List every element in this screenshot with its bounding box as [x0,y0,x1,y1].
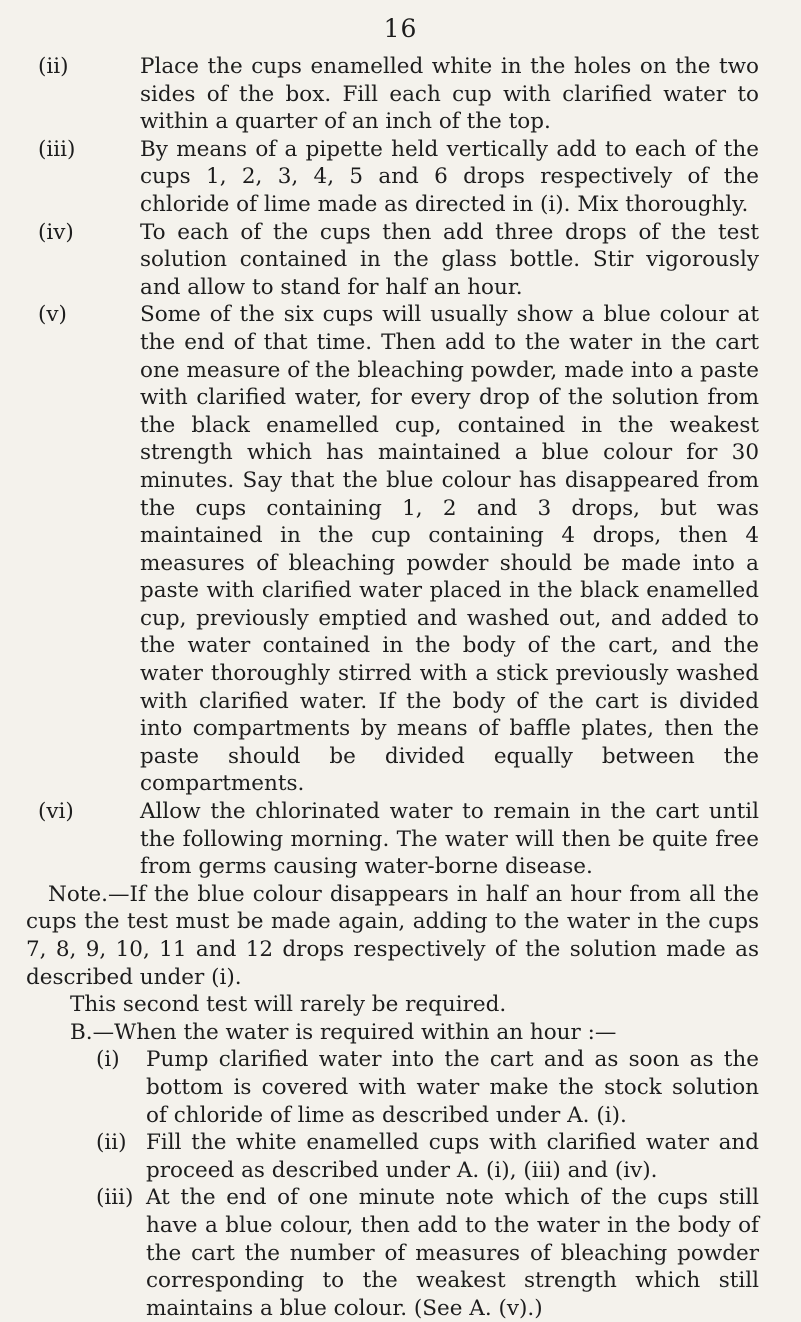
step-text: By means of a pipette held vertically add to each of the cups 1, 2, 3, 4, 5 and 6 drops respectively of the chloride of lime made as directed in (i). Mix thoroughly. [140,136,759,217]
step-number: (iii) [38,136,76,162]
step-number: (ii) [96,1130,127,1156]
step-text: Allow the chlorinated water to remain in the cart until the following morning. The water will then be quite free from germs causing water-borne disease. [140,799,759,880]
step-number: (i) [96,1047,120,1073]
steps-b-list [96,1046,759,1322]
step-a-item [38,219,759,302]
step-a-item [38,53,759,136]
note-paragraph: Note.—If the blue colour disappears in half an hour from all the cups the test must be made again, adding to the water in the cups 7, 8, 9, 10, 11 and 12 drops respectively of the solution made as described under (i). [26,881,759,990]
step-number: (ii) [38,54,69,79]
step-text: To each of the cups then add three drops of the test solution contained in the glass bottle. Stir vigorously and allow to stand for half an hour. [140,219,759,300]
step-a-item [38,136,759,219]
step-number: (v) [38,302,67,328]
step-a-item [38,798,759,881]
step-number: (iv) [38,219,74,245]
second-test-remark: This second test will rarely be required. [70,992,507,1018]
step-text: At the end of one minute note which of the cups still have a blue colour, then add to the water in the body of the cart the number of measures of bleaching powder corresponding to the weakest strength which still maintains a blue colour. (See A. (v).) [146,1185,759,1321]
step-b-item [96,1129,759,1184]
step-number: (iii) [96,1185,134,1211]
step-a-item [38,301,759,798]
page-number: 16 [383,14,418,43]
steps-a-list [38,53,759,881]
step-b-item [96,1184,759,1322]
section-b-heading: B.—When the water is required within an hour :— [70,1019,617,1045]
step-text: Some of the six cups will usually show a blue colour at the end of that time. Then add to the water in the cart one measure of the bleaching powder, made into a paste with clarified water, for every drop of the solution from the black enamelled cup, contained in the weakest strength which has maintained a blue colour for 30 minutes. Say that the blue colour has disappeared from the cups containing 1, 2 and 3 drops, but was maintained in the cup containing 4 drops, then 4 measures of bleaching powder should be made into a paste with clarified water placed in the black enamelled cup, previously emptied and washed out, and added to the water contained in the body of the cart, and the water thoroughly stirred with a stick previously washed with clarified water. If the body of the cart is divided into compartments by means of baffle plates, then the paste should be divided equally between the compartments. [140,302,759,797]
step-b-item [96,1046,759,1129]
step-number: (vi) [38,799,74,825]
step-text: Fill the white enamelled cups with clarified water and proceed as described under A. (i), (iii) and (iv). [146,1130,759,1183]
step-text: Pump clarified water into the cart and as soon as the bottom is covered with water make the stock solution of chloride of lime as described under A. (i). [146,1047,759,1128]
step-text: Place the cups enamelled white in the holes on the two sides of the box. Fill each cup with clarified water to within a quarter of an inch of the top. [140,54,759,135]
body-text [26,53,759,1322]
